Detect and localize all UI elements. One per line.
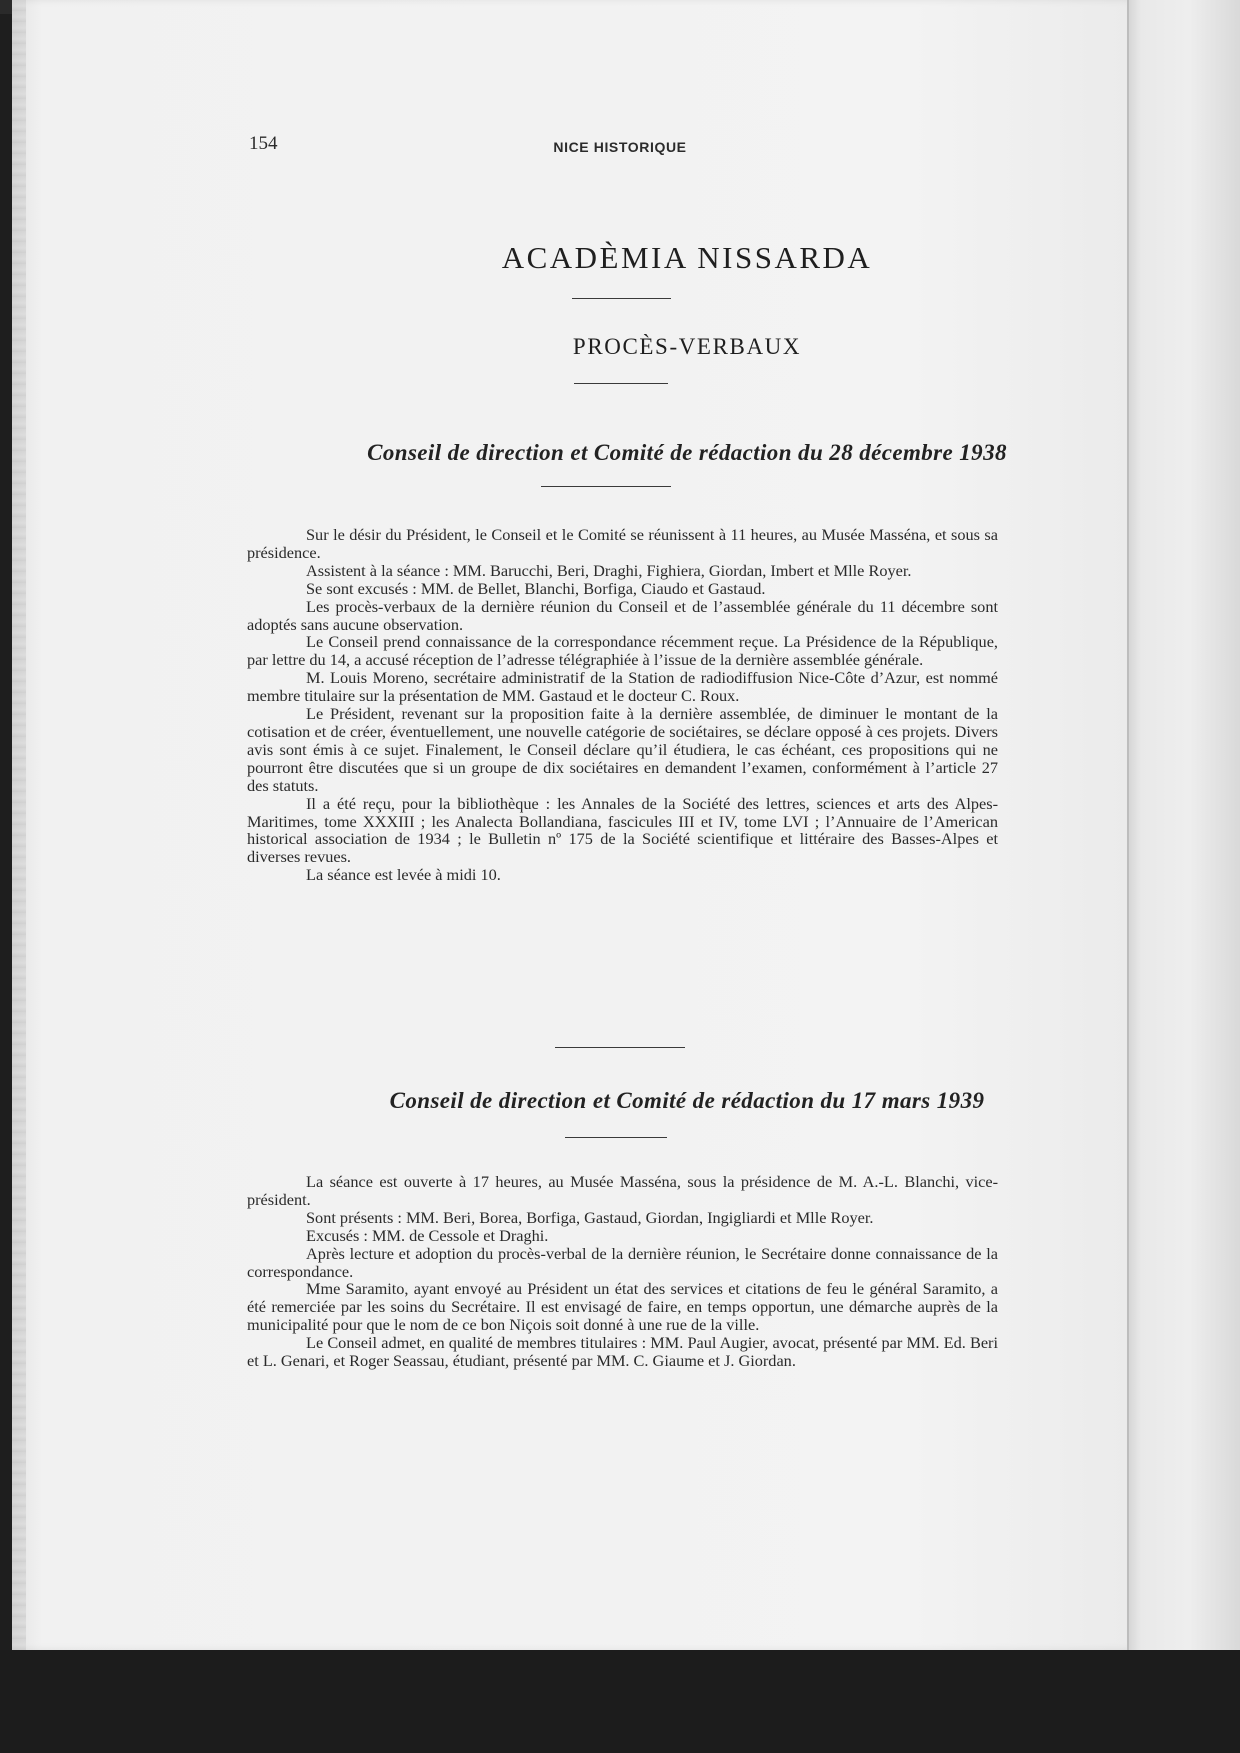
section-separator	[555, 1047, 685, 1048]
adjacent-page-edge	[1127, 0, 1240, 1660]
paragraph: Mme Saramito, ayant envoyé au Président un état des services et citations de feu le général Saramito, a été remerciée par les soins du Secrétaire. Il est envisagé de faire, en temps opportun, une démarche auprès de la municipalité pour que le nom de ce bon Niçois soit donné à une rue de la ville.	[247, 1279, 998, 1335]
section-heading-1: Conseil de direction et Comité de rédaction du 28 décembre 1938	[367, 440, 1007, 465]
subtitle-divider	[574, 383, 668, 384]
page-number: 154	[249, 133, 278, 154]
paragraph: M. Louis Moreno, secrétaire administratif de la Station de radiodiffusion Nice-Côte d’Azur, est nommé membre titulaire sur la présentation de MM. Gastaud et le docteur C. Roux.	[247, 668, 998, 706]
paragraph: Assistent à la séance : MM. Barucchi, Beri, Draghi, Fighiera, Giordan, Imbert et Mlle Royer.	[306, 560, 912, 580]
title-divider	[572, 298, 671, 299]
section-heading-2: Conseil de direction et Comité de rédaction du 17 mars 1939	[389, 1088, 985, 1113]
paragraph: Sur le désir du Président, le Conseil et le Comité se réunissent à 11 heures, au Musée Masséna, et sous sa présidence.	[247, 525, 998, 562]
paragraph: La séance est levée à midi 10.	[306, 865, 501, 885]
paragraph: Excusés : MM. de Cessole et Draghi.	[306, 1225, 549, 1245]
paragraph: Il a été reçu, pour la bibliothèque : les Annales de la Société des lettres, sciences et arts des Alpes-Maritimes, tome XXXIII ; les Analecta Bollandiana, fascicules III et IV, tome LVI ; l’Annuaire de l’American historical association de 1934 ; le Bulletin nº 175 de la Société scientifique et littéraire des Basses-Alpes et diverses revues.	[247, 793, 998, 867]
page-title: ACADÈMIA NISSARDA	[501, 240, 873, 275]
paragraph: Sont présents : MM. Beri, Borea, Borfiga, Gastaud, Giordan, Ingigliardi et Mlle Royer.	[306, 1207, 874, 1227]
page-binding-edge	[12, 0, 26, 1650]
page-subtitle: PROCÈS-VERBAUX	[572, 334, 802, 359]
paragraph: Le Président, revenant sur la proposition faite à la dernière assemblée, de diminuer le montant de la cotisation et de créer, éventuellement, une nouvelle catégorie de sociétaires, se déclare opposé à ces projets. Divers avis sont émis à ce sujet. Finalement, le Conseil déclare qu’il étudiera, le cas échéant, ces propositions qui ne pourront être discutées que si un groupe de dix sociétaires en demandent l’examen, conformément à l’article 27 des statuts.	[247, 704, 998, 795]
section-2-body	[247, 1173, 998, 1370]
scan-border-bottom	[0, 1650, 1240, 1753]
paragraph: Le Conseil prend connaissance de la correspondance récemment reçue. La Présidence de la République, par lettre du 14, a accusé réception de l’adresse télégraphiée à l’issue de la dernière assemblée générale.	[247, 632, 998, 670]
section-1-divider	[541, 486, 671, 487]
paragraph: Les procès-verbaux de la dernière réunion du Conseil et de l’assemblée générale du 11 décembre sont adoptés sans aucune observation.	[247, 596, 998, 634]
paragraph: Le Conseil admet, en qualité de membres titulaires : MM. Paul Augier, avocat, présenté par MM. Ed. Beri et L. Genari, et Roger Seassau, étudiant, présenté par MM. C. Giaume et J. Giordan.	[247, 1333, 998, 1371]
section-1-body	[247, 526, 998, 884]
section-2-divider	[565, 1137, 667, 1138]
paragraph: La séance est ouverte à 17 heures, au Musée Masséna, sous la présidence de M. A.-L. Blanchi, vice-président.	[247, 1172, 998, 1209]
paragraph: Se sont excusés : MM. de Bellet, Blanchi, Borfiga, Ciaudo et Gastaud.	[306, 578, 766, 598]
running-head: NICE HISTORIQUE	[553, 139, 687, 155]
paragraph: Après lecture et adoption du procès-verbal de la dernière réunion, le Secrétaire donne connaissance de la correspondance.	[247, 1243, 998, 1281]
